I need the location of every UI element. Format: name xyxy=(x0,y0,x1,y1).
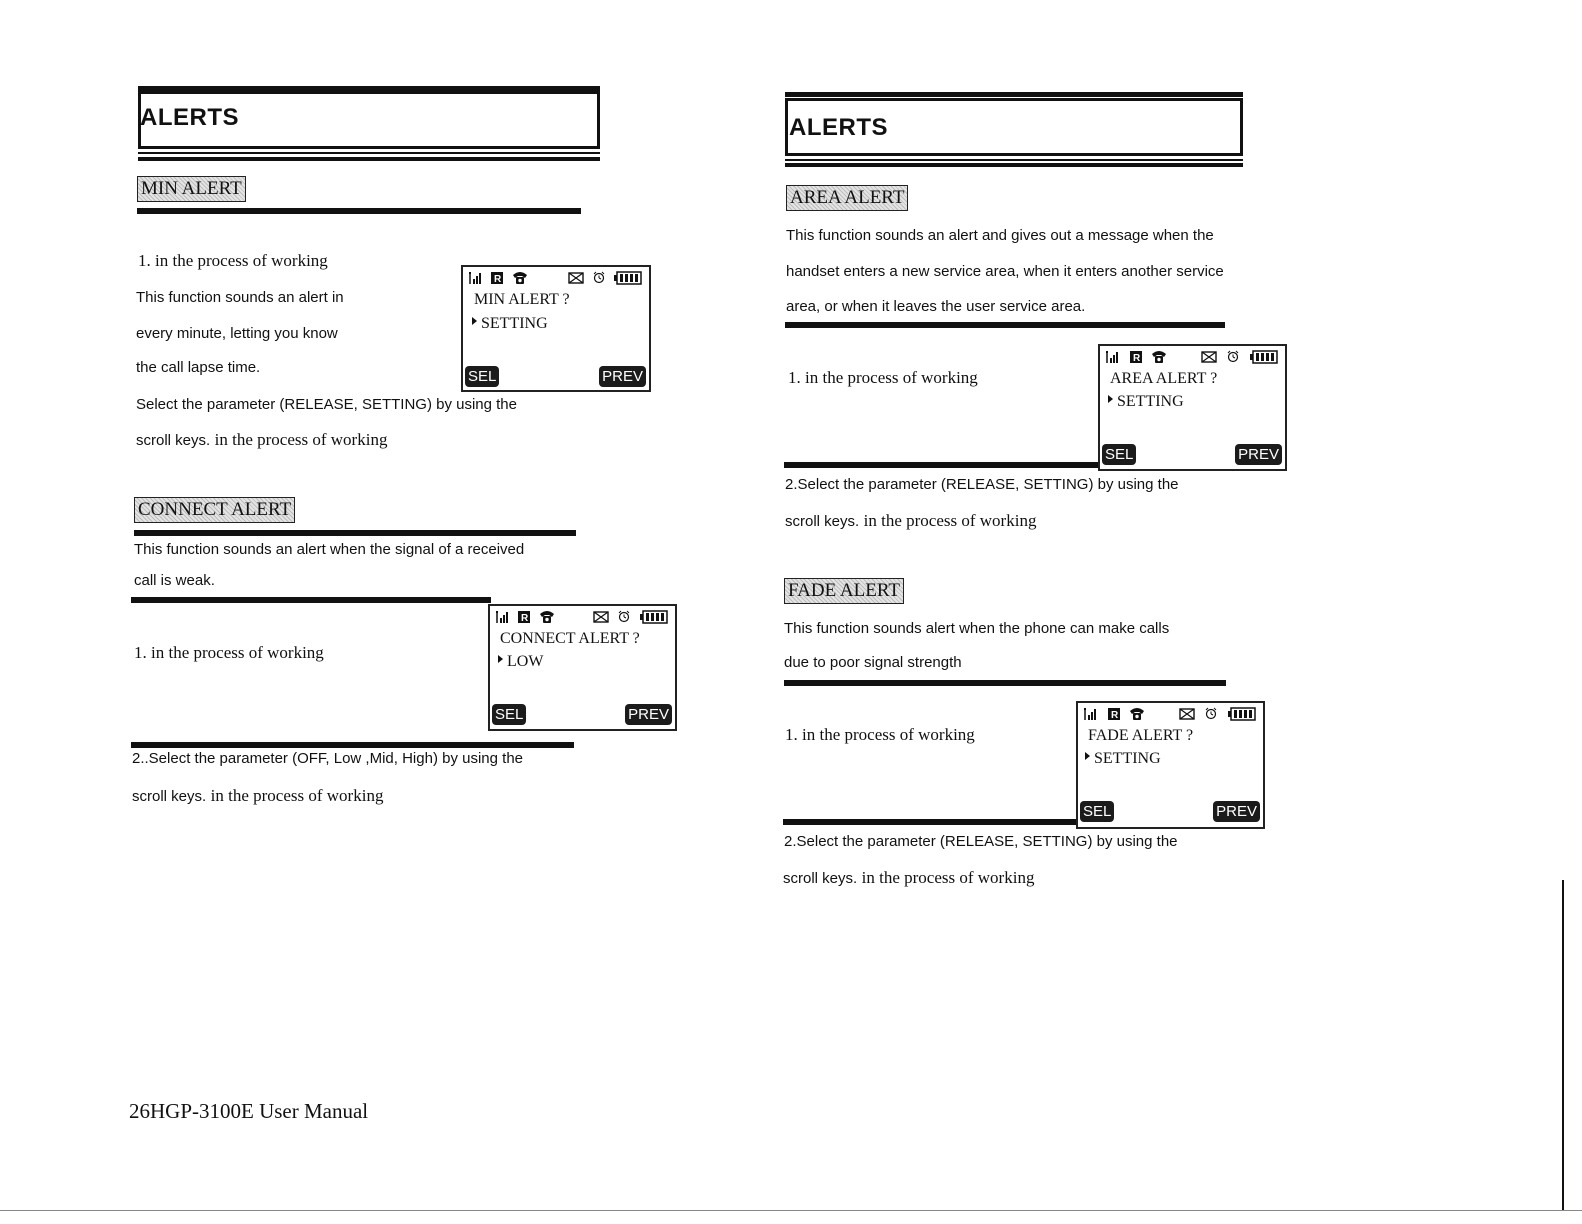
section-rule xyxy=(137,208,581,214)
battery-icon xyxy=(1228,708,1255,720)
description-line: every minute, letting you know xyxy=(136,325,338,342)
instruction-line: 2..Select the parameter (OFF, Low ,Mid, High) by using the xyxy=(132,750,524,767)
roaming-icon xyxy=(518,611,530,624)
section-heading-connect-alert: CONNECT ALERT xyxy=(134,497,295,523)
footer-manual-title: 26HGP-3100E User Manual xyxy=(129,1099,369,1123)
instruction-part: scroll keys. xyxy=(785,513,860,530)
header-underline-thick xyxy=(785,163,1243,167)
svg-text:R: R xyxy=(1133,353,1141,364)
alarm-icon xyxy=(1206,708,1216,719)
description-line: This function sounds an alert and gives out a message when the xyxy=(786,227,1214,244)
softkey-prev[interactable]: PREV xyxy=(1213,801,1260,822)
header-top-bar xyxy=(785,92,1243,97)
status-bar xyxy=(494,608,671,626)
softkey-sel[interactable]: SEL xyxy=(1102,444,1136,465)
status-bar xyxy=(467,269,645,287)
signal-icon xyxy=(469,272,481,284)
selection-arrow-icon xyxy=(498,655,503,663)
alarm-icon xyxy=(1228,351,1238,362)
status-bar xyxy=(1104,348,1281,366)
phone-screen-min-alert xyxy=(461,265,651,392)
description-line: the call lapse time. xyxy=(136,359,261,376)
signal-icon xyxy=(1084,708,1096,720)
roaming-icon xyxy=(1130,351,1142,364)
description-line: handset enters a new service area, when it enters another service xyxy=(786,263,1224,280)
instruction-part: scroll keys. xyxy=(136,432,211,449)
screen-prompt: FADE ALERT ? xyxy=(1088,727,1194,744)
section-rule xyxy=(785,322,1225,328)
section-rule xyxy=(784,462,1100,468)
phone-icon xyxy=(513,272,527,284)
description-line: call is weak. xyxy=(134,572,215,589)
instruction-line: 2.Select the parameter (RELEASE, SETTING) by using the xyxy=(785,476,1179,493)
softkey-prev[interactable]: PREV xyxy=(1235,444,1282,465)
phone-icon xyxy=(1152,351,1166,363)
roaming-icon xyxy=(491,272,503,285)
phone-screen-connect-alert xyxy=(488,604,677,731)
step-text: 1. in the process of working xyxy=(785,725,975,744)
message-icon xyxy=(594,612,608,622)
page-title: ALERTS xyxy=(140,104,239,131)
softkey-sel[interactable]: SEL xyxy=(465,366,499,387)
signal-icon xyxy=(1106,351,1118,363)
section-rule xyxy=(131,597,491,603)
section-heading-min-alert: MIN ALERT xyxy=(137,176,246,202)
instruction-line xyxy=(783,868,1034,888)
screen-option xyxy=(1108,393,1184,411)
step-text: 1. in the process of working xyxy=(138,251,328,270)
page-title: ALERTS xyxy=(789,114,888,141)
instruction-line: 2.Select the parameter (RELEASE, SETTING) by using the xyxy=(784,833,1178,850)
step-text: 1. in the process of working xyxy=(134,643,324,662)
phone-screen-fade-alert xyxy=(1076,701,1265,829)
instruction-part: in the process of working xyxy=(210,786,384,805)
description-line: This function sounds alert when the phone can make calls xyxy=(784,620,1170,637)
message-icon xyxy=(569,273,583,283)
instruction-part: scroll keys. xyxy=(132,788,207,805)
section-rule xyxy=(131,742,574,748)
section-rule xyxy=(134,530,576,536)
header-underline-thick xyxy=(138,157,600,161)
step-text: 1. in the process of working xyxy=(788,368,978,387)
instruction-line xyxy=(132,786,383,806)
header-underline xyxy=(138,152,600,154)
screen-option-text: SETTING xyxy=(481,315,548,332)
instruction-part: in the process of working xyxy=(214,430,388,449)
battery-icon xyxy=(1250,351,1277,363)
description-line: due to poor signal strength xyxy=(784,654,962,671)
instruction-line xyxy=(136,430,387,450)
description-line: area, or when it leaves the user service area. xyxy=(786,298,1086,315)
section-rule xyxy=(784,680,1226,686)
phone-screen-area-alert xyxy=(1098,344,1287,471)
screen-option xyxy=(1085,750,1161,768)
signal-icon xyxy=(496,611,508,623)
description-line: This function sounds an alert when the signal of a received xyxy=(134,541,525,558)
softkey-prev[interactable]: PREV xyxy=(599,366,646,387)
screen-option-text: LOW xyxy=(507,653,544,670)
phone-icon xyxy=(1130,708,1144,720)
selection-arrow-icon xyxy=(1108,395,1113,403)
battery-icon xyxy=(614,272,641,284)
screen-prompt: MIN ALERT ? xyxy=(474,291,570,308)
description-line: This function sounds an alert in xyxy=(136,289,344,306)
screen-option xyxy=(498,653,543,671)
instruction-line: Select the parameter (RELEASE, SETTING) by using the xyxy=(136,396,517,413)
screen-option-text: SETTING xyxy=(1117,393,1184,410)
svg-text:R: R xyxy=(521,613,529,624)
section-heading-area-alert: AREA ALERT xyxy=(786,185,908,211)
svg-text:R: R xyxy=(1111,710,1119,721)
header-underline xyxy=(785,159,1243,161)
screen-option xyxy=(472,315,548,333)
page-bottom-edge xyxy=(0,1210,1582,1211)
alarm-icon xyxy=(619,611,629,622)
instruction-part: in the process of working xyxy=(863,511,1037,530)
instruction-line xyxy=(785,511,1036,531)
softkey-sel[interactable]: SEL xyxy=(492,704,526,725)
softkey-prev[interactable]: PREV xyxy=(625,704,672,725)
message-icon xyxy=(1180,709,1194,719)
message-icon xyxy=(1202,352,1216,362)
alarm-icon xyxy=(594,272,604,283)
softkey-sel[interactable]: SEL xyxy=(1080,801,1114,822)
page-edge-line xyxy=(1562,880,1564,1210)
section-rule xyxy=(783,819,1079,825)
instruction-part: scroll keys. xyxy=(783,870,858,887)
svg-text:R: R xyxy=(494,274,502,285)
screen-option-text: SETTING xyxy=(1094,750,1161,767)
screen-prompt: CONNECT ALERT ? xyxy=(500,630,640,647)
selection-arrow-icon xyxy=(472,317,477,325)
phone-icon xyxy=(540,611,554,623)
selection-arrow-icon xyxy=(1085,752,1090,760)
battery-icon xyxy=(640,611,667,623)
screen-prompt: AREA ALERT ? xyxy=(1110,370,1218,387)
instruction-part: in the process of working xyxy=(861,868,1035,887)
section-heading-fade-alert: FADE ALERT xyxy=(784,578,904,604)
roaming-icon xyxy=(1108,708,1120,721)
status-bar xyxy=(1082,705,1259,723)
